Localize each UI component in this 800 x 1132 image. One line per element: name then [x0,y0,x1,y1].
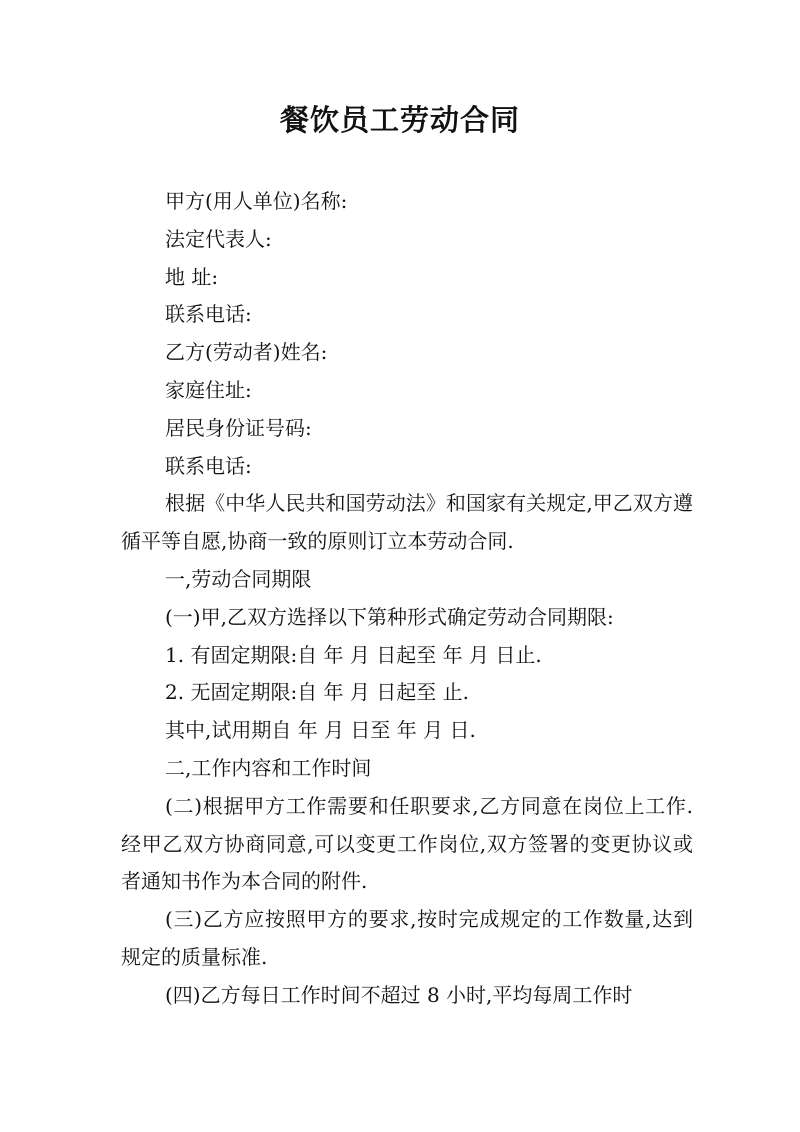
document-body [121,183,693,1015]
term-option-fixed: 1. 有固定期限:自 年 月 日起至 年 月 日止. [165,642,542,667]
section1-clause: (一)甲,乙双方选择以下第种形式确定劳动合同期限: [165,604,614,629]
document-title: 餐饮员工劳动合同 [279,103,520,137]
preamble-paragraph: 根据《中华人民共和国劳动法》和国家有关规定,甲乙双方遵循平等自愿,协商一致的原则订立本劳动合同. [121,491,693,554]
term-option-open: 2. 无固定期限:自 年 月 日起至 止. [165,680,469,705]
section2-heading: 二,工作内容和工作时间 [165,755,372,780]
clause3-paragraph: (三)乙方应按照甲方的要求,按时完成规定的工作数量,达到规定的质量标准. [121,907,693,969]
clause2-paragraph: (二)根据甲方工作需要和任职要求,乙方同意在岗位上工作.经甲乙双方协商同意,可以变更工作岗位,双方签署的变更协议或者通知书作为本合同的附件. [121,793,693,894]
probation-period: 其中,试用期自 年 月 日至 年 月 日. [165,718,476,743]
field-home-address: 家庭住址: [165,377,252,402]
field-employee-phone: 联系电话: [165,453,252,478]
clause4-paragraph: (四)乙方每日工作时间不超过 8 小时,平均每周工作时 [165,982,633,1007]
field-legal-representative: 法定代表人: [165,226,272,251]
field-employer-phone: 联系电话: [165,302,252,327]
section1-heading: 一,劳动合同期限 [165,566,312,591]
field-id-number: 居民身份证号码: [165,415,312,440]
field-employee-name: 乙方(劳动者)姓名: [165,340,328,365]
field-employer-name: 甲方(用人单位)名称: [165,189,348,213]
field-employer-address: 地 址: [165,264,219,289]
